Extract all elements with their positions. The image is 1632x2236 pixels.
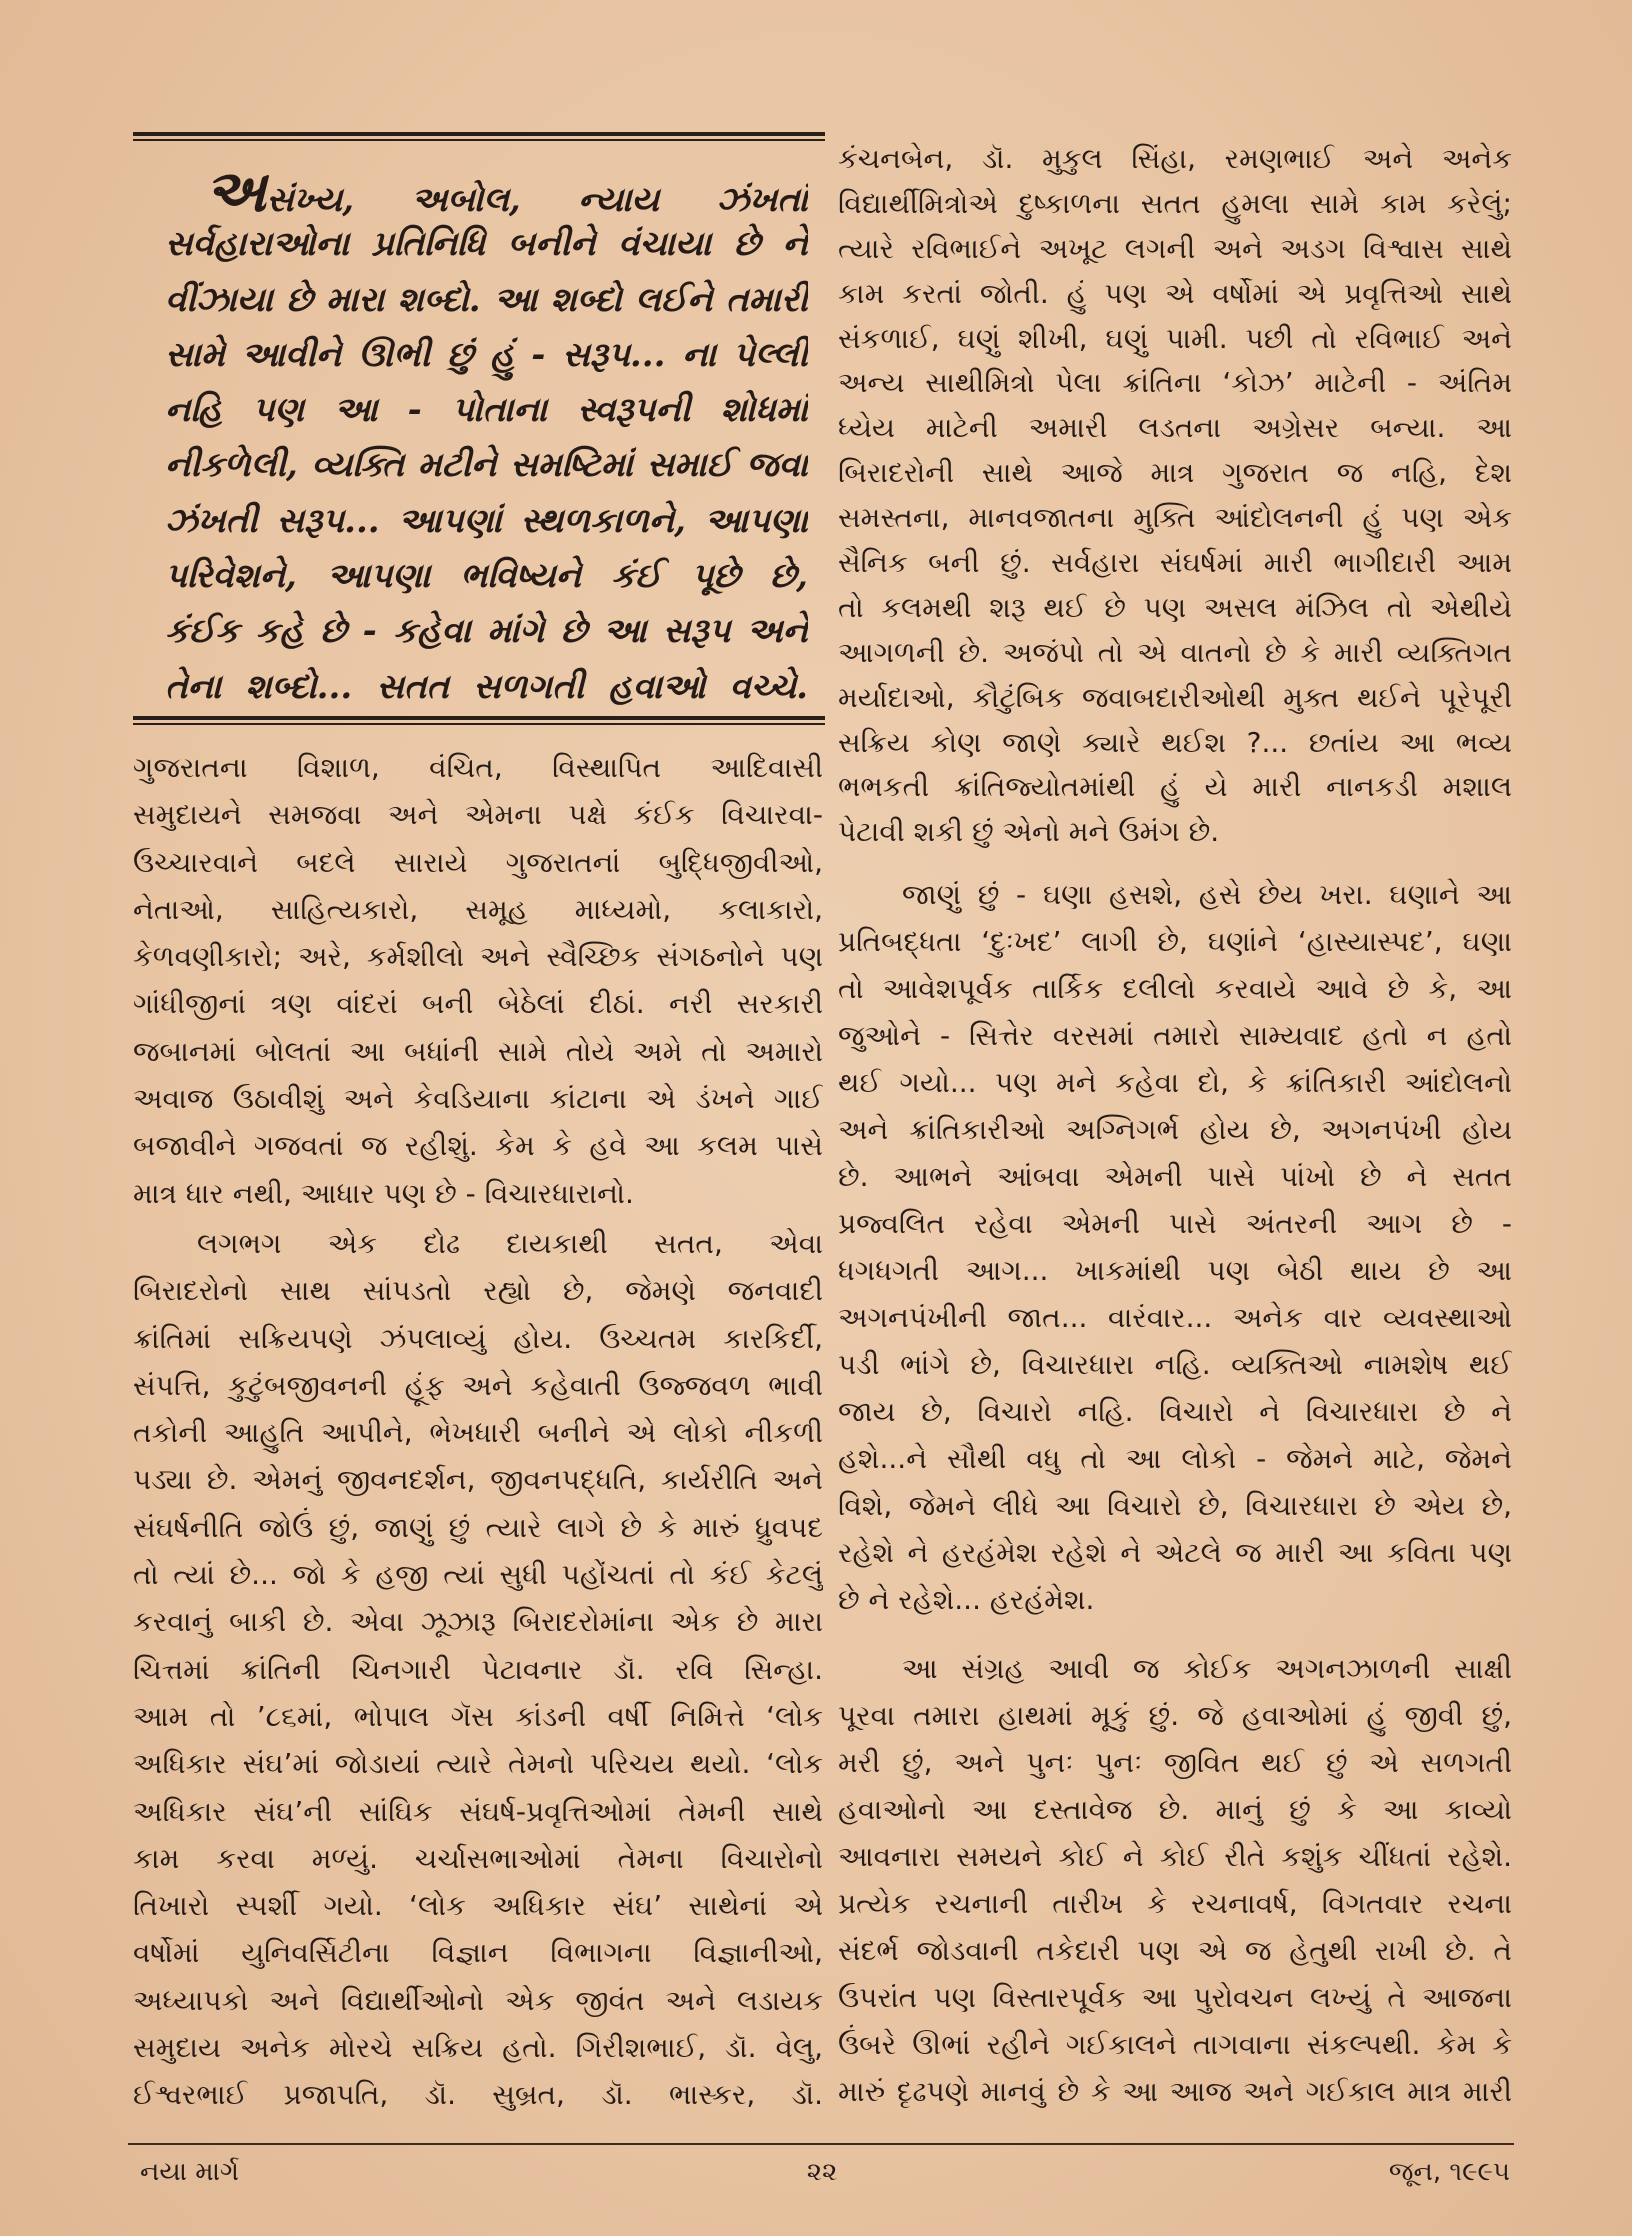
text-line: બજાવીને ગજવતાં જ રહીશું. કેમ કે હવે આ કલમ પાસે (133, 1129, 823, 1163)
text-line: અન્ય સાથીમિત્રો પેલા ક્રાંતિના ‘કોઝ’ માટેની - અંતિમ (838, 366, 1512, 400)
text-line: થઈ ગયો... પણ મને કહેવા દો, કે ક્રાંતિકારી આંદોલનો (838, 1066, 1512, 1100)
text-line: સમસ્તના, માનવજાતના મુક્તિ આંદોલનની હું પણ એક (838, 501, 1512, 535)
text-line: નેતાઓ, સાહિત્યકારો, સમૂહ માધ્યમો, કલાકારો, (133, 892, 823, 926)
text-line: અને ક્રાંતિકારીઓ અગ્નિગર્ભ હોય છે, અગનપંખી હોય (838, 1113, 1512, 1147)
text-line: સમુદાયને સમજવા અને એમના પક્ષે કંઈક વિચારવા- (133, 798, 823, 832)
text-line: વર્ષોમાં યુનિવર્સિટીના વિજ્ઞાન વિભાગના વિજ્ઞાનીઓ, (133, 1936, 823, 1970)
text-line: સૈનિક બની છું. સર્વહારા સંઘર્ષમાં મારી ભાગીદારી આમ (838, 546, 1512, 580)
pull-quote-line: પરિવેશને, આપણા ભવિષ્યને કંઈ પૂછે છે, (165, 556, 808, 597)
text-line: સંદર્ભ જોડવાની તકેદારી પણ એ જ હેતુથી રાખી છે. તે (838, 1934, 1512, 1968)
text-line: આમ તો ’૮૬માં, ભોપાલ ગૅસ કાંડની વર્ષી નિમિત્તે ‘લોક (133, 1699, 823, 1733)
text-line: ઈશ્વરભાઈ પ્રજાપતિ, ડૉ. સુબ્રત, ડૉ. ભાસ્કર, ડૉ. (133, 2078, 823, 2112)
pull-quote-line: નીકળેલી, વ્યક્તિ મટીને સમષ્ટિમાં સમાઈ જવા (165, 445, 808, 486)
text-line: તિખારો સ્પર્શી ગયો. ‘લોક અધિકાર સંઘ’ સાથેનાં એ (133, 1889, 823, 1923)
text-line: જાણું છું - ઘણા હસશે, હસે છેય ખરા. ઘણાને આ (902, 878, 1512, 912)
paragraph (133, 1220, 823, 2119)
paragraph (838, 137, 1512, 855)
text-line: તો કલમથી શરૂ થઈ છે પણ અસલ મંઝિલ તો એથીયે (838, 590, 1512, 624)
text-line: કંચનબેન, ડૉ. મુકુલ સિંહા, રમણભાઈ અને અનેક (838, 142, 1512, 175)
text-line: ચિત્તમાં ક્રાંતિની ચિનગારી પેટાવનાર ડૉ. રવિ સિન્હા. (133, 1652, 823, 1686)
text-line: પ્રજ્વલિત રહેવા એમની પાસે અંતરની આગ છે - (838, 1207, 1512, 1241)
text-line: ત્યારે રવિભાઈને અખૂટ લગની અને અડગ વિશ્વાસ સાથે (838, 231, 1512, 265)
text-line: છે. આભને આંબવા એમની પાસે પાંખો છે ને સતત (838, 1160, 1512, 1194)
text-line: વિદ્યાર્થીમિત્રોએ દુષ્કાળના સતત હુમલા સામે કામ કરેલું; (838, 186, 1512, 220)
text-line: બિરાદરોની સાથે આજે માત્ર ગુજરાત જ નહિ, દેશ (838, 456, 1512, 490)
paragraph (133, 744, 823, 1217)
text-line: પૂરવા તમારા હાથમાં મૂકું છું. જે હવાઓમાં હું જીવી છું, (838, 1699, 1512, 1733)
text-line: કરવાનું બાકી છે. એવા ઝૂઝારૂ બિરાદરોમાંના એક છે મારા (133, 1605, 823, 1639)
text-line: બિરાદરોનો સાથ સાંપડતો રહ્યો છે, જેમણે જનવાદી (133, 1274, 823, 1308)
text-line: જુઓને - સિત્તેર વરસમાં તમારો સામ્યવાદ હતો ન હતો (838, 1019, 1512, 1053)
text-line: ઉચ્ચારવાને બદલે સારાયે ગુજરાતનાં બુદ્ધિજીવીઓ, (133, 845, 823, 879)
text-line: આવનારા સમયને કોઈ ને કોઈ રીતે કશુંક ચીંધતાં રહેશે. (838, 1840, 1512, 1874)
text-line: સંકળાઈ, ઘણું શીખી, ઘણું પામી. પછી તો રવિભાઈ અને (838, 321, 1512, 355)
text-line: અધિકાર સંઘ’ની સાંઘિક સંઘર્ષ-પ્રવૃત્તિઓમાં તેમની સાથે (133, 1794, 823, 1828)
text-line: આ સંગ્રહ આવી જ કોઈક અગનઝાળની સાક્ષી (902, 1652, 1512, 1686)
pull-quote-line: ઝંખતી સરૂપ... આપણાં સ્થળકાળને, આપણા (165, 500, 808, 541)
right-column (838, 137, 1512, 2127)
text-line: માત્ર ધાર નથી, આધાર પણ છે - વિચારધારાનો. (133, 1176, 634, 1210)
text-line: કેળવણીકારો; અરે, કર્મશીલો અને સ્વૈચ્છિક સંગઠનોને પણ (133, 940, 823, 974)
text-line: મારું દૃઢપણે માનવું છે કે આ આજ અને ગઈકાલ માત્ર મારી (838, 2075, 1512, 2109)
text-line: ઉપરાંત પણ વિસ્તારપૂર્વક આ પુરોવચન લખ્યું તે આજના (838, 1981, 1512, 2015)
text-line: સક્રિય કોણ જાણે ક્યારે થઈશ ?... છતાંય આ ભવ્ય (838, 725, 1512, 759)
top-rule (133, 132, 825, 141)
text-line: ધ્યેય માટેની અમારી લડતના અગ્રેસર બન્યા. આ (838, 411, 1512, 445)
text-line: અધિકાર સંઘ’માં જોડાયાં ત્યારે તેમનો પરિચય થયો. ‘લોક (133, 1747, 823, 1781)
footer-magazine-name: નયા માર્ગ (140, 2157, 240, 2187)
drop-cap: અ (205, 162, 267, 225)
text-line: પ્રતિબદ્ધતા ‘દુઃખદ’ લાગી છે, ઘણાંને ‘હાસ્યાસ્પદ’, ઘણા (838, 925, 1512, 959)
text-line: મરી છું, અને પુનઃ પુનઃ જીવિત થઈ છું એ સળગતી (838, 1746, 1512, 1780)
pull-quote-line-text: સંખ્ય, અબોલ, ન્યાય ઝંખતાં (266, 180, 808, 220)
text-line: અધ્યાપકો અને વિદ્યાર્થીઓનો એક જીવંત અને લડાયક (133, 1983, 823, 2017)
text-line: તો આવેશપૂર્વક તાર્કિક દલીલો કરવાયે આવે છે કે, આ (838, 972, 1512, 1006)
pull-quote-line: વીંઝાયા છે મારા શબ્દો. આ શબ્દો લઈને તમારી (165, 279, 808, 320)
text-line: વિશે, જેમને લીધે આ વિચારો છે, વિચારધારા છે એય છે, (838, 1489, 1512, 1523)
text-line: ક્રાંતિમાં સક્રિયપણે ઝંપલાવ્યું હોય. ઉચ્ચતમ કારકિર્દી, (133, 1321, 823, 1355)
paragraph (838, 1645, 1512, 2115)
pull-quote (165, 162, 808, 714)
footer-date: જૂન, ૧૯૯૫ (1388, 2157, 1510, 2187)
text-line: તો ત્યાં છે... જો કે હજી ત્યાં સુધી પહોંચતાં તો કંઈ કેટલું (133, 1558, 823, 1592)
text-line: ધગધગતી આગ... ખાકમાંથી પણ બેઠી થાય છે આ (838, 1254, 1512, 1288)
text-line: પડી ભાંગે છે, વિચારધારા નહિ. વ્યક્તિઓ નામશેષ થઈ (838, 1348, 1512, 1382)
pull-quote-line: નહિ પણ આ - પોતાના સ્વરૂપની શોધમાં (165, 390, 808, 431)
text-line: પ્રત્યેક રચનાની તારીખ કે રચનાવર્ષ, વિગતવાર રચના (838, 1887, 1512, 1921)
text-line: હવાઓનો આ દસ્તાવેજ છે. માનું છું કે આ કાવ્યો (838, 1793, 1512, 1827)
pull-quote-line (165, 162, 808, 225)
footer-rule (128, 2143, 1514, 2145)
text-line: જાય છે, વિચારો નહિ. વિચારો ને વિચારધારા છે ને (838, 1395, 1512, 1429)
text-line: જબાનમાં બોલતાં આ બધાંની સામે તોયે અમે તો અમારો (133, 1034, 823, 1068)
text-line: સમુદાય અનેક મોરચે સક્રિય હતો. ગિરીશભાઈ, ડૉ. વેલુ, (133, 2031, 823, 2065)
left-column (133, 744, 823, 2129)
pull-quote-line: સામે આવીને ઊભી છું હું - સરૂપ... ના પેલ્લી (165, 334, 808, 375)
text-line: સંપત્તિ, કુટુંબજીવનની હૂંફ અને કહેવાતી ઉજ્જવળ ભાવી (133, 1368, 823, 1402)
text-line: ગુજરાતના વિશાળ, વંચિત, વિસ્થાપિત આદિવાસી (133, 751, 823, 784)
pull-quote-bottom-rule (133, 716, 825, 725)
text-line: સંઘર્ષનીતિ જોઉં છું, જાણું છું ત્યારે લાગે છે કે મારું ધ્રુવપદ (133, 1510, 823, 1544)
text-line: પડ્યા છે. એમનું જીવનદર્શન, જીવનપદ્ધતિ, કાર્યરીતિ અને (133, 1463, 823, 1497)
paragraph (838, 871, 1512, 1623)
text-line: ઉંબરે ઊભાં રહીને ગઈકાલને તાગવાના સંકલ્પથી. કેમ કે (838, 2028, 1512, 2062)
text-line: છે ને રહેશે... હરહંમેશ. (838, 1583, 1095, 1617)
text-line: કામ કરતાં જોતી. હું પણ એ વર્ષોમાં એ પ્રવૃત્તિઓ સાથે (838, 276, 1512, 310)
text-line: લગભગ એક દોઢ દાયકાથી સતત, એવા (197, 1226, 823, 1260)
text-line: પેટાવી શકી છું એનો મને ઉમંગ છે. (838, 815, 1220, 849)
text-line: હશે...ને સૌથી વધુ તો આ લોકો - જેમને માટે, જેમને (838, 1442, 1512, 1476)
footer-page-number: ૨૨ (806, 2157, 838, 2187)
text-line: અગનપંખીની જાત... વારંવાર... અનેક વાર વ્યવસ્થાઓ (838, 1301, 1512, 1335)
text-line: આગળની છે. અજંપો તો એ વાતનો છે કે મારી વ્યક્તિગત (838, 635, 1512, 669)
text-line: મર્યાદાઓ, કૌટુંબિક જવાબદારીઓથી મુક્ત થઈને પૂરેપૂરી (838, 680, 1512, 714)
text-line: કામ કરવા મળ્યું. ચર્ચાસભાઓમાં તેમના વિચારોનો (133, 1841, 823, 1875)
text-line: ભભકતી ક્રાંતિજ્યોતમાંથી હું યે મારી નાનકડી મશાલ (838, 770, 1512, 804)
text-line: તકોની આહુતિ આપીને, ભેખધારી બનીને એ લોકો નીકળી (133, 1416, 823, 1450)
text-line: ગાંધીજીનાં ત્રણ વાંદરાં બની બેઠેલાં દીઠાં. નરી સરકારી (133, 987, 823, 1021)
text-line: રહેશે ને હરહંમેશ રહેશે ને એટલે જ મારી આ કવિતા પણ (838, 1536, 1512, 1570)
pull-quote-line: સર્વહારાઓના પ્રતિનિધિ બનીને વંચાયા છે ને (165, 224, 808, 265)
pull-quote-line: કંઈક કહે છે - કહેવા માંગે છે આ સરૂપ અને (165, 611, 808, 652)
pull-quote-line: તેના શબ્દો... સતત સળગતી હવાઓ વચ્ચે. (165, 666, 808, 707)
text-line: અવાજ ઉઠાવીશું અને કેવડિયાના કાંટાના એ ડંખને ગાઈ (133, 1082, 823, 1116)
